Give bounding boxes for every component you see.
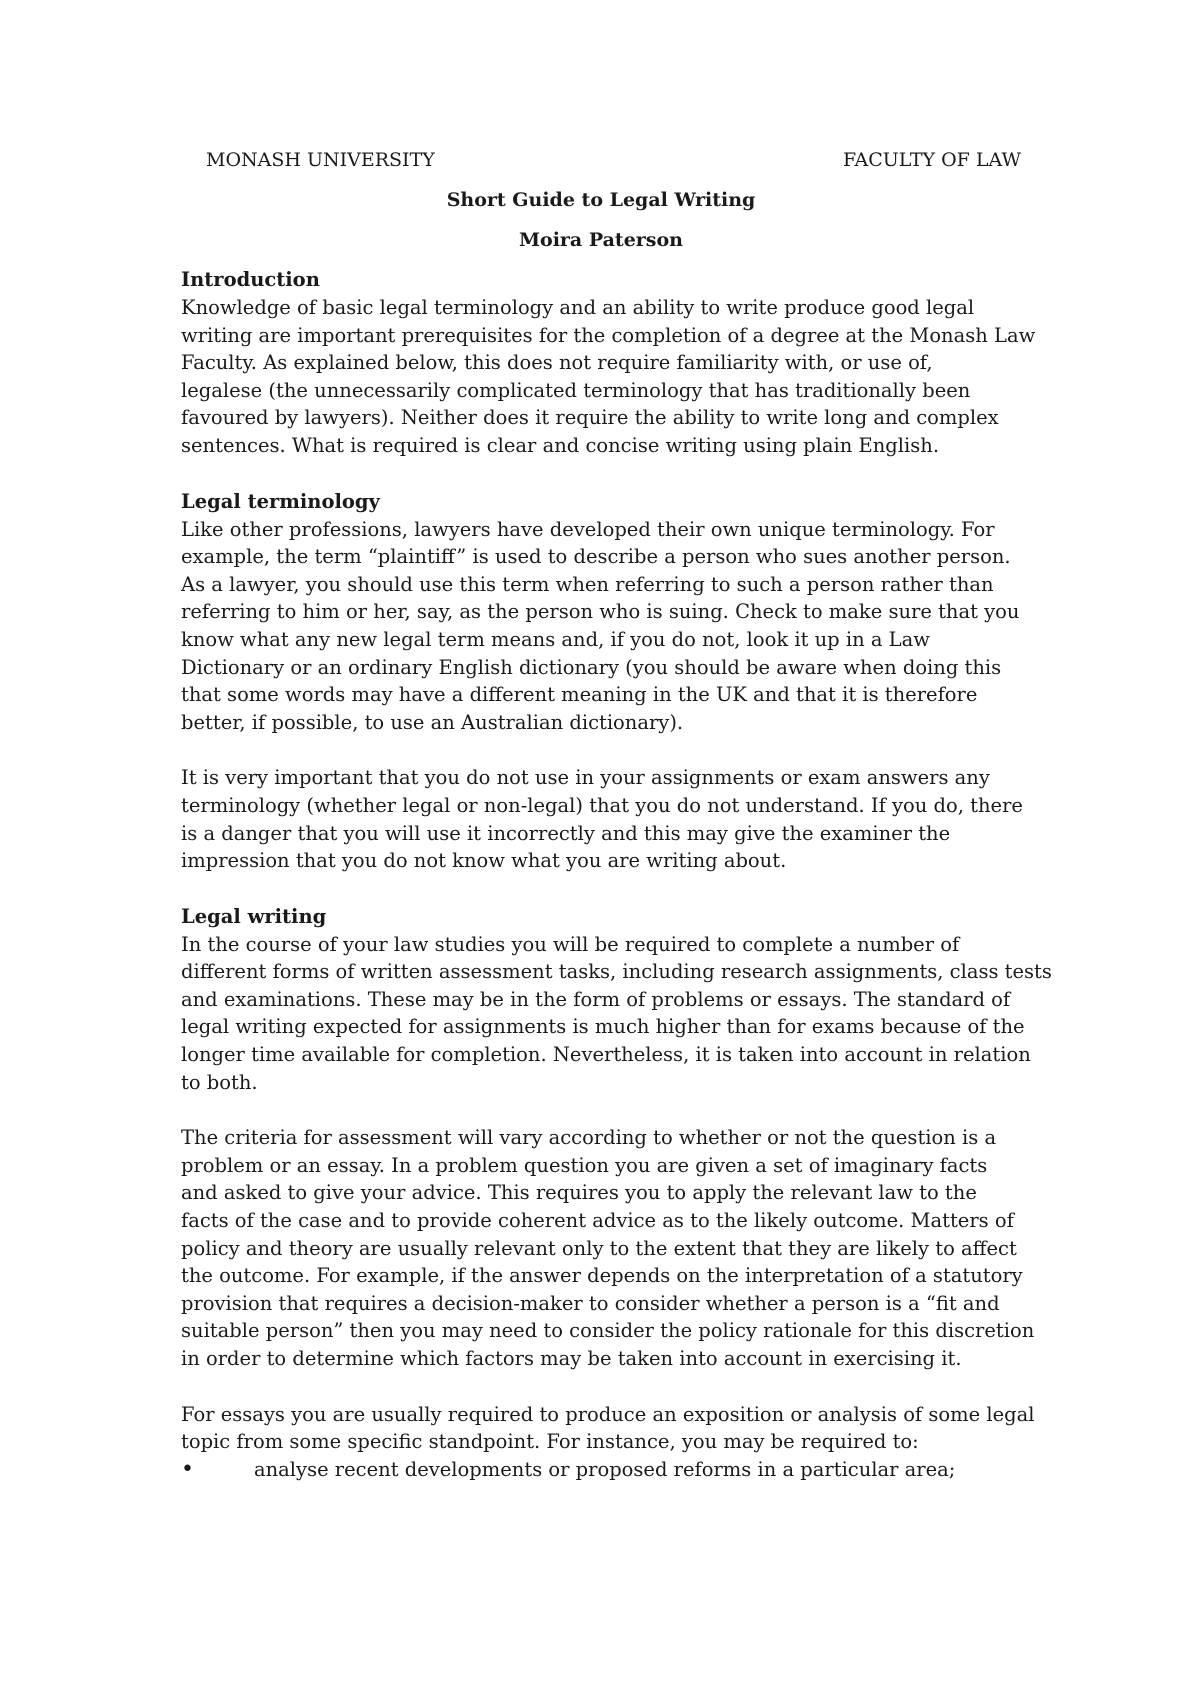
paragraph-spacer <box>181 1096 1021 1124</box>
terminology-paragraph-2 <box>181 764 1021 874</box>
paragraph-line: topic from some specific standpoint. For instance, you may be required to: <box>181 1430 919 1454</box>
paragraph-line: problem or an essay. In a problem question you are given a set of imaginary facts <box>181 1153 988 1177</box>
bullet-text: analyse recent developments or proposed reforms in a particular area; <box>254 1457 956 1481</box>
paragraph-line: Like other professions, lawyers have developed their own unique terminology. For <box>181 517 995 541</box>
paragraph-line: and asked to give your advice. This requires you to apply the relevant law to the <box>181 1181 977 1205</box>
paragraph-line: writing are important prerequisites for the completion of a degree at the Monash Law <box>181 323 1036 347</box>
paragraph-line: For essays you are usually required to produce an exposition or analysis of some legal <box>181 1402 1035 1426</box>
document-author: Moira Paterson <box>518 229 683 251</box>
paragraph-line: terminology (whether legal or non-legal) that you do not understand. If you do, there <box>181 793 1023 817</box>
paragraph-line: In the course of your law studies you will be required to complete a number of <box>181 932 960 956</box>
document-title: Short Guide to Legal Writing <box>446 189 756 211</box>
terminology-paragraph-1 <box>181 516 1021 737</box>
paragraph-line: in order to determine which factors may be taken into account in exercising it. <box>181 1347 962 1370</box>
paragraph-line: referring to him or her, say, as the person who is suing. Check to make sure that you <box>181 600 1020 624</box>
bullet-list-item <box>181 1456 1021 1484</box>
paragraph-line: longer time available for completion. Nevertheless, it is taken into account in relation <box>181 1043 1031 1067</box>
paragraph-line: legalese (the unnecessarily complicated terminology that has traditionally been <box>181 378 971 402</box>
paragraph-line: As a lawyer, you should use this term when referring to such a person rather than <box>181 572 994 596</box>
paragraph-line: example, the term “plaintiff” is used to describe a person who sues another person. <box>181 545 1011 569</box>
paragraph-line: Dictionary or an ordinary English dictionary (you should be aware when doing this <box>181 655 1002 679</box>
paragraph-line: sentences. What is required is clear and concise writing using plain English. <box>181 433 940 457</box>
writing-paragraph-3 <box>181 1401 1035 1456</box>
introduction-heading: Introduction <box>181 268 320 291</box>
paragraph-line: facts of the case and to provide coherent advice as to the likely outcome. Matters of <box>181 1209 1014 1233</box>
paragraph-line: Knowledge of basic legal terminology and an ability to write produce good legal <box>181 296 975 319</box>
paragraph-line: the outcome. For example, if the answer depends on the interpretation of a statutory <box>181 1264 1023 1288</box>
faculty-name: FACULTY OF LAW <box>842 149 1021 171</box>
paragraph-line: The criteria for assessment will vary according to whether or not the question is a <box>181 1126 997 1150</box>
writing-heading: Legal writing <box>181 904 327 928</box>
page-header <box>181 146 1021 174</box>
paragraph-line: better, if possible, to use an Australian dictionary). <box>181 710 684 734</box>
paragraph-line: know what any new legal term means and, if you do not, look it up in a Law <box>181 627 930 651</box>
paragraph-line: provision that requires a decision-maker to consider whether a person is a “fit and <box>181 1291 1000 1315</box>
paragraph-line: that some words may have a different meaning in the UK and that it is therefore <box>181 683 978 707</box>
paragraph-line: policy and theory are usually relevant only to the extent that they are likely to affect <box>181 1236 1017 1260</box>
writing-paragraph-1 <box>181 931 1052 1097</box>
paragraph-spacer <box>181 1373 1021 1401</box>
paragraph-line: It is very important that you do not use in your assignments or exam answers any <box>181 766 990 790</box>
paragraph-line: favoured by lawyers). Neither does it require the ability to write long and complex <box>181 406 999 430</box>
paragraph-spacer <box>181 460 1021 488</box>
writing-paragraph-2 <box>181 1124 1035 1372</box>
paragraph-line: legal writing expected for assignments is much higher than for exams because of the <box>181 1015 1025 1039</box>
paragraph-spacer <box>181 875 1021 903</box>
bullet-icon: • <box>181 1456 194 1482</box>
university-name: MONASH UNIVERSITY <box>206 149 435 171</box>
paragraph-line: suitable person” then you may need to consider the policy rationale for this discretion <box>181 1319 1035 1343</box>
paragraph-line: different forms of written assessment tasks, including research assignments, class tests <box>181 960 1052 984</box>
paragraph-spacer <box>181 736 1021 764</box>
paragraph-line: to both. <box>181 1070 258 1094</box>
paragraph-line: Faculty. As explained below, this does not require familiarity with, or use of, <box>181 351 933 375</box>
paragraph-line: is a danger that you will use it incorrectly and this may give the examiner the <box>181 821 951 845</box>
paragraph-line: and examinations. These may be in the form of problems or essays. The standard of <box>181 987 1011 1011</box>
terminology-heading: Legal terminology <box>181 489 380 513</box>
paragraph-line: impression that you do not know what you are writing about. <box>181 849 787 873</box>
document-page <box>181 146 1052 1484</box>
introduction-paragraph <box>181 294 1036 460</box>
